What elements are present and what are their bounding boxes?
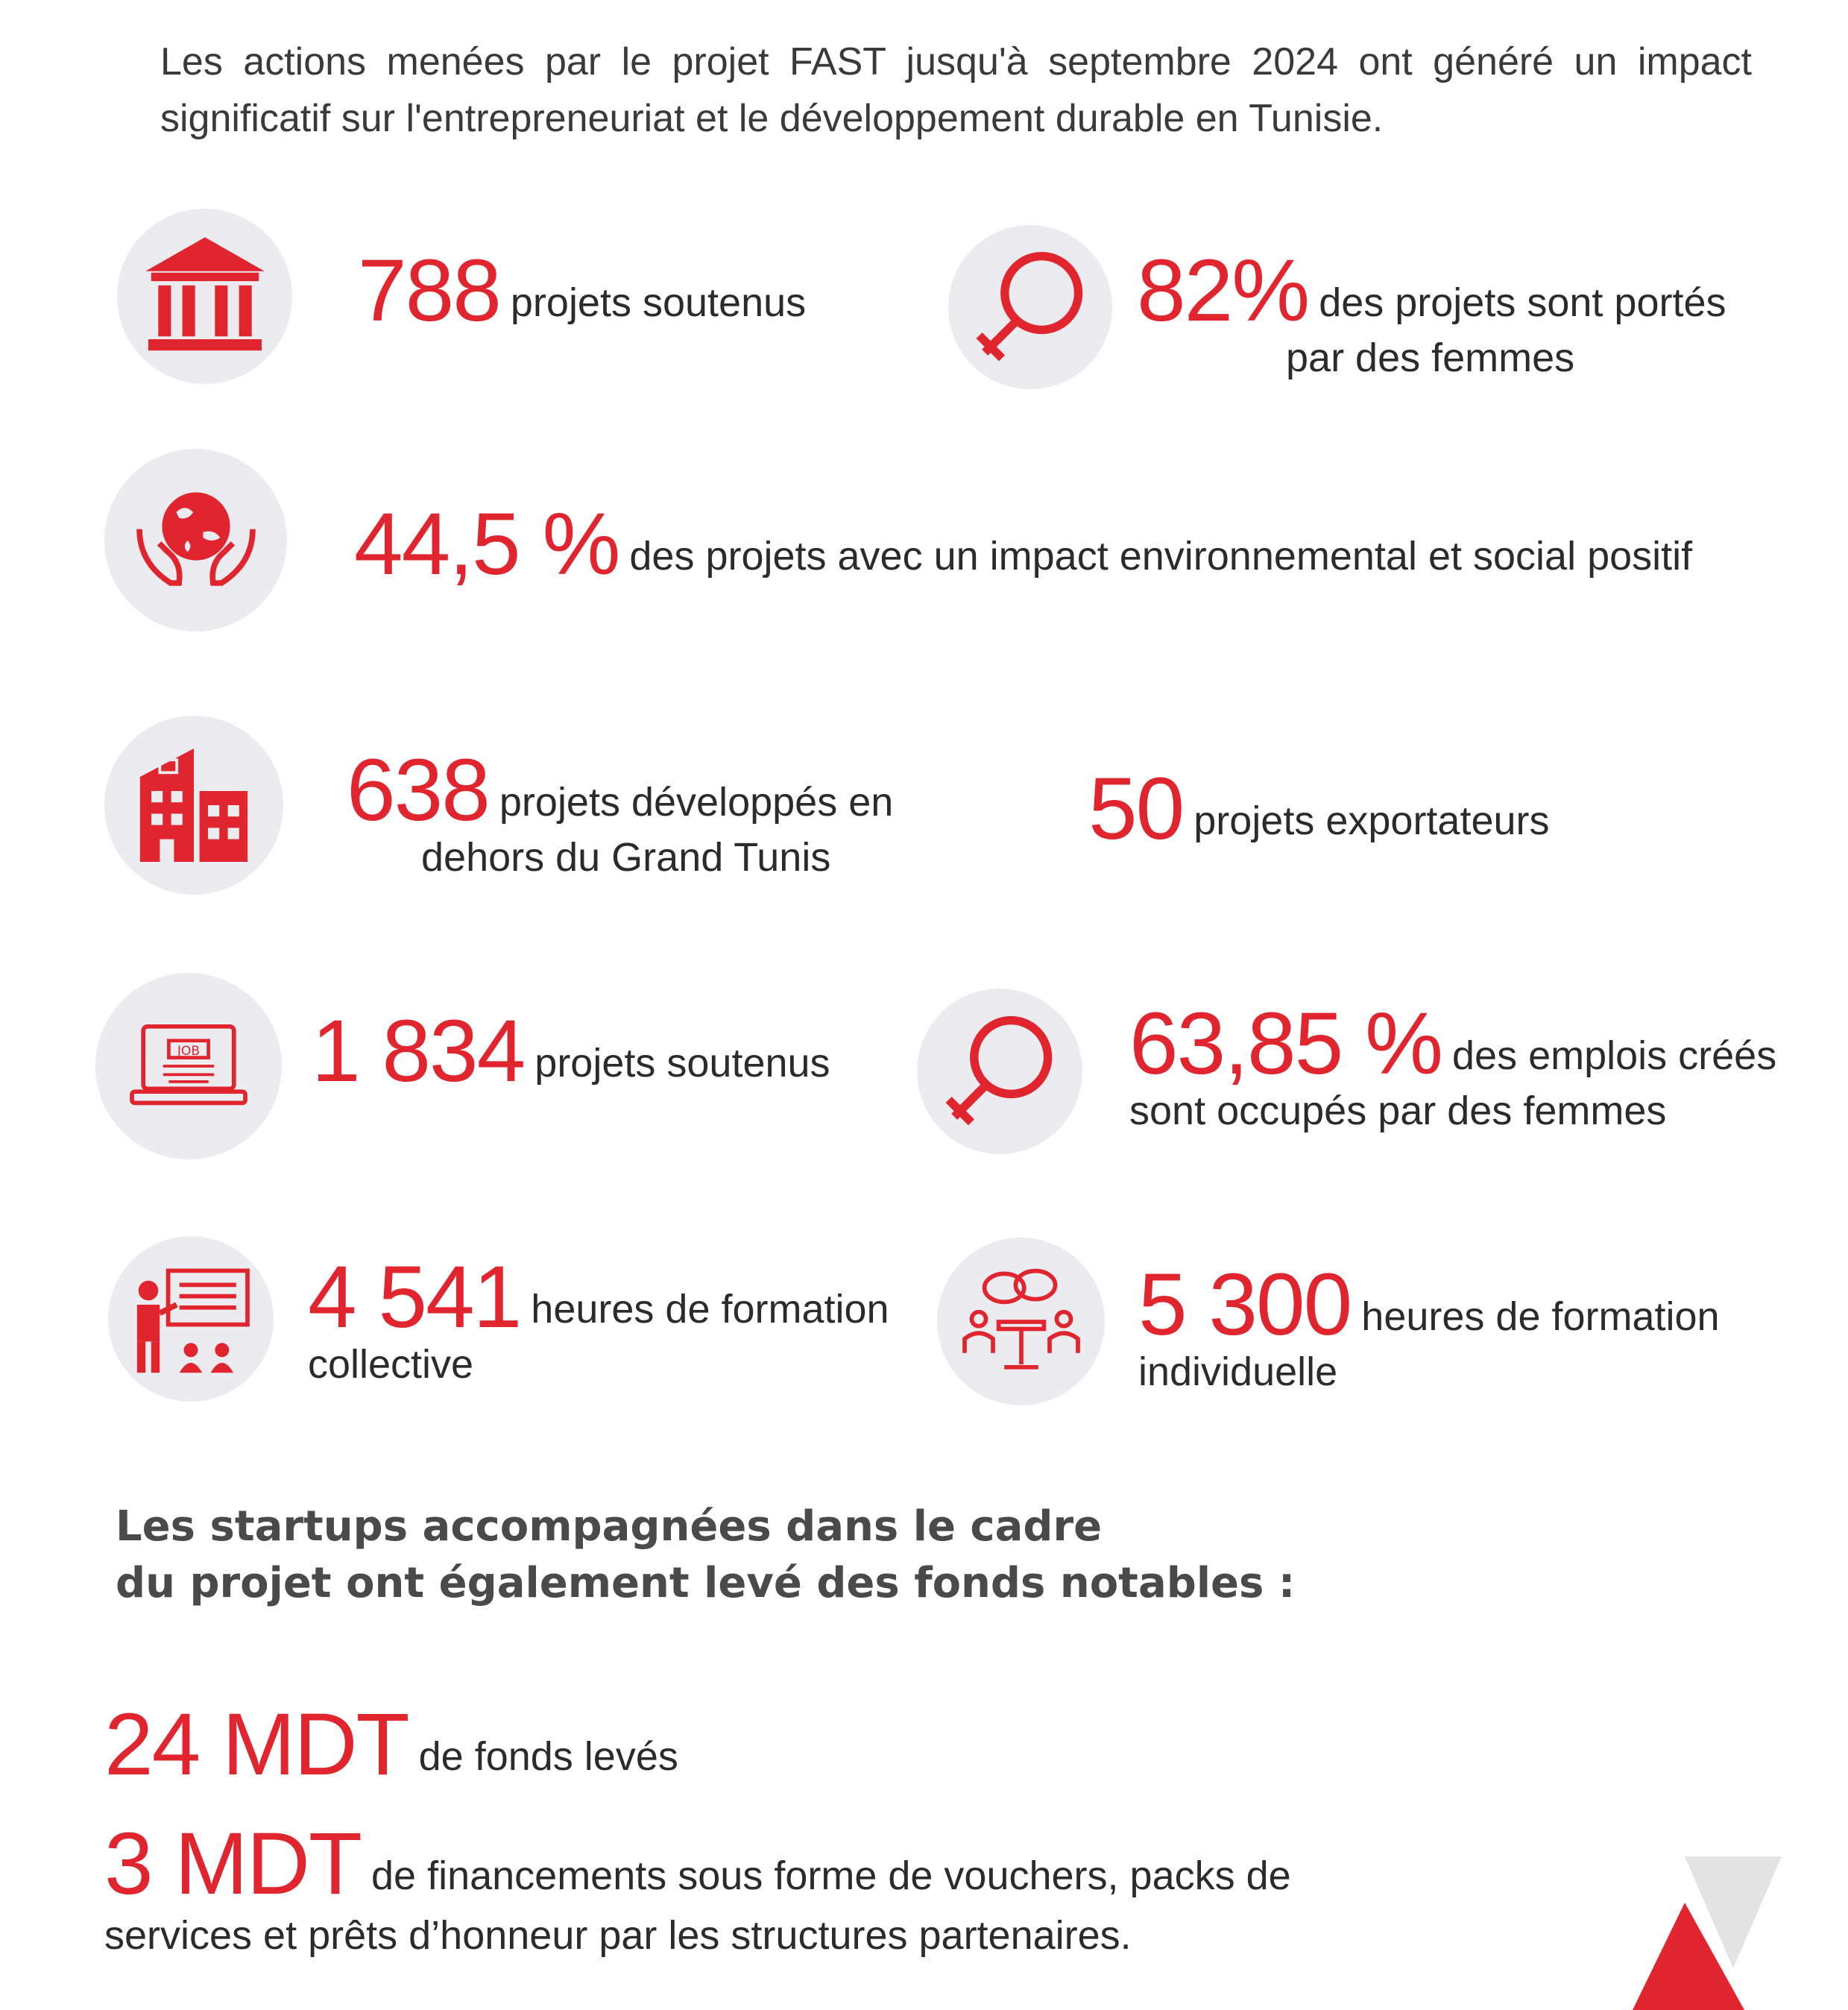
stat-women-projects (1137, 242, 1748, 385)
intro-paragraph: Les actions menées par le projet FAST jusqu'à septembre 2024 ont généré un impact significatif sur l'entrepreneuriat et le développement durable en Tunisie. (160, 40, 1752, 140)
funding-label-line2: services et prêts d’honneur par les structures partenaires. (104, 1913, 1132, 1958)
stat-value: 4 541 (308, 1248, 521, 1346)
stat-label-line2: individuelle (1138, 1349, 1338, 1394)
laptop-job-icon (118, 995, 259, 1137)
presentation-training-icon (120, 1248, 262, 1390)
funding-label: de fonds levés (418, 1734, 678, 1779)
stat-label: projets développés en (499, 780, 894, 825)
stat-label: projets soutenus (510, 280, 807, 325)
stat-value: 50 (1088, 760, 1184, 858)
stat-label: heures de formation (531, 1287, 889, 1332)
svg-text:JOB: JOB (177, 1043, 201, 1059)
female-symbol-icon (929, 1001, 1070, 1142)
office-building-icon (123, 734, 265, 876)
stat-value: 82% (1137, 242, 1309, 340)
stat-individual-training (1138, 1256, 1772, 1399)
bank-building-icon (134, 226, 276, 368)
stat-women-jobs (1129, 995, 1785, 1138)
stat-value: 638 (347, 741, 489, 839)
stat-projects-supported (358, 242, 807, 340)
stat-value: 788 (358, 242, 500, 340)
stat-label: des emplois créés (1452, 1033, 1777, 1078)
funding-value: 3 MDT (104, 1815, 361, 1913)
stat-value: 5 300 (1138, 1256, 1352, 1354)
female-symbol-icon (959, 236, 1101, 378)
stat-label-line2: collective (308, 1342, 474, 1387)
stat-value: 63,85 % (1129, 995, 1442, 1093)
stat-label: projets soutenus (534, 1041, 830, 1086)
stat-icon-circle (95, 973, 282, 1159)
stat-label-line2: dehors du Grand Tunis (421, 835, 831, 880)
funding-raised (104, 1695, 678, 1794)
stat-icon-circle (104, 449, 287, 631)
stat-exporters (1088, 760, 1550, 858)
globe-in-hands-icon (125, 470, 267, 611)
funding-value: 24 MDT (104, 1695, 409, 1794)
stat-collective-training (308, 1248, 904, 1392)
stat-icon-circle (937, 1238, 1105, 1405)
stat-icon-circle (948, 225, 1112, 389)
stat-label: des projets avec un impact environnemental et social positif (629, 534, 1693, 579)
stat-label: des projets sont portés (1319, 280, 1726, 325)
funding-heading (116, 1499, 1295, 1612)
stat-label-line2: par des femmes (1286, 335, 1575, 380)
stat-icon-circle (917, 989, 1082, 1154)
corner-logo-shape (1603, 1856, 1782, 2010)
stat-label: heures de formation (1361, 1294, 1720, 1339)
stat-label-line2: sont occupés par des femmes (1129, 1089, 1667, 1133)
meeting-discussion-icon (950, 1251, 1092, 1393)
stat-value: 44,5 % (354, 495, 619, 593)
stat-icon-circle (108, 1236, 274, 1402)
stat-projects-supported-2 (312, 1002, 830, 1100)
stat-value: 1 834 (312, 1002, 525, 1100)
stat-outside-grand-tunis (347, 741, 943, 885)
funding-vouchers (104, 1815, 1372, 1965)
funding-heading-line2: du projet ont également levé des fonds notables : (116, 1559, 1296, 1607)
stat-icon-circle (117, 209, 292, 384)
stat-environmental-impact (354, 495, 1693, 593)
stat-label: projets exportateurs (1193, 798, 1550, 843)
funding-label: de financements sous forme de vouchers, packs de (371, 1853, 1291, 1898)
stat-icon-circle (104, 716, 283, 895)
funding-heading-line1: Les startups accompagnées dans le cadre (116, 1502, 1103, 1551)
